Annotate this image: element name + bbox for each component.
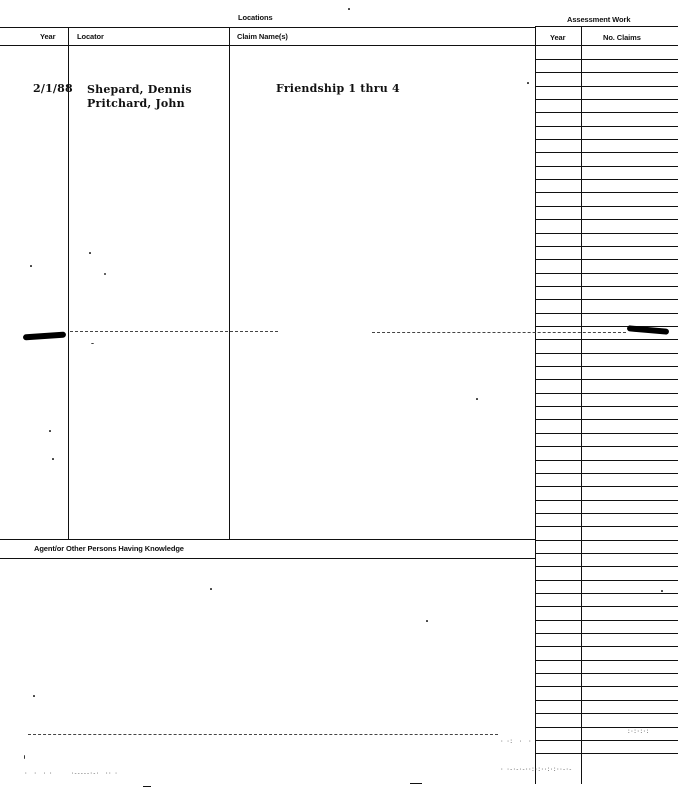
assessment-row-rule <box>535 646 678 647</box>
bottom-scan-noise-strip: · ·-·-·-··:·:··:·:··-·- <box>500 766 572 773</box>
assessment-row-rule <box>535 700 678 701</box>
agent-heading: Agent/or Other Persons Having Knowledge <box>34 544 184 553</box>
speck <box>210 588 212 590</box>
assessment-row-rule <box>535 179 678 180</box>
assessment-row-rule <box>535 566 678 567</box>
assessment-row-rule <box>535 379 678 380</box>
speck <box>661 590 663 592</box>
speck <box>33 695 35 697</box>
assessment-row-rule <box>535 286 678 287</box>
assessment-row-rule <box>535 620 678 621</box>
assessment-row-rule <box>535 126 678 127</box>
entry-year: 2/1/88 <box>33 82 73 95</box>
entry-claim-names: Friendship 1 thru 4 <box>276 82 400 95</box>
crease-line-left <box>70 331 278 332</box>
bottom-scan-noise-left: · · · · ·-----·-· ·· · <box>24 770 118 777</box>
assessment-row-rule <box>535 540 678 541</box>
assessment-row-rule <box>535 633 678 634</box>
speck <box>91 343 94 344</box>
assessment-row-rule <box>535 753 678 754</box>
assessment-row-rule <box>535 59 678 60</box>
claim-names-column-header: Claim Name(s) <box>237 32 288 41</box>
assessment-row-rule <box>535 446 678 447</box>
assessment-row-rule <box>535 740 678 741</box>
assessment-row-rule <box>535 273 678 274</box>
no-claims-column-header: No. Claims <box>603 33 641 42</box>
assessment-row-rule <box>535 580 678 581</box>
left-fold-mark <box>23 332 66 341</box>
assessment-row-rule <box>535 366 678 367</box>
speck <box>49 430 51 432</box>
assessment-row-rule <box>535 673 678 674</box>
speck <box>104 273 106 275</box>
assessment-row-rule <box>535 473 678 474</box>
entry-locator-1: Shepard, Dennis <box>87 83 192 96</box>
assessment-row-rule <box>535 299 678 300</box>
speck <box>30 265 32 267</box>
assessment-row-rule <box>535 259 678 260</box>
assessment-row-rule <box>535 72 678 73</box>
agent-section-top-rule <box>0 539 535 540</box>
assessment-row-rule <box>535 460 678 461</box>
assessment-row-rule <box>535 419 678 420</box>
assessment-row-rule <box>535 313 678 314</box>
speck <box>24 755 25 759</box>
agent-section-heading-rule <box>0 558 535 559</box>
assessment-row-rule <box>535 660 678 661</box>
assessment-row-rule <box>535 393 678 394</box>
crease-line-right <box>372 332 626 333</box>
bottom-dash-mark <box>143 786 151 787</box>
bottom-scan-noise-right: · ·: · · <box>500 738 532 745</box>
assessment-row-rule <box>535 686 678 687</box>
bottom-dash-mark <box>410 783 422 784</box>
bottom-crease-line <box>28 734 498 735</box>
assessment-row-rule <box>535 486 678 487</box>
assessment-row-rule <box>535 433 678 434</box>
speck <box>476 398 478 400</box>
locations-heading: Locations <box>238 13 273 22</box>
assessment-row-rule <box>535 99 678 100</box>
assessment-row-rule <box>535 233 678 234</box>
locator-claims-divider <box>229 27 230 539</box>
locator-column-header: Locator <box>77 32 104 41</box>
assessment-row-rule <box>535 206 678 207</box>
assessment-row-rule <box>535 593 678 594</box>
assessment-row-rule <box>535 192 678 193</box>
speck <box>52 458 54 460</box>
assessment-header-top-rule <box>535 26 678 27</box>
speck <box>426 620 428 622</box>
assessment-row-rule <box>535 727 678 728</box>
assessment-row-rule <box>535 713 678 714</box>
year-column-header: Year <box>40 32 56 41</box>
assessment-row-rule <box>535 166 678 167</box>
assessment-row-rule <box>535 500 678 501</box>
assessment-work-heading: Assessment Work <box>567 15 631 24</box>
assessment-row-rule <box>535 246 678 247</box>
assessment-row-rule <box>535 553 678 554</box>
speck <box>348 8 350 10</box>
assessment-row-rule <box>535 353 678 354</box>
speck <box>527 82 529 84</box>
assessment-header-bottom-rule <box>535 45 678 46</box>
year-locator-divider <box>68 27 69 539</box>
assessment-row-rule <box>535 112 678 113</box>
assessment-row-rule <box>535 139 678 140</box>
header-bottom-rule <box>0 45 535 46</box>
assessment-row-rule <box>535 406 678 407</box>
assessment-row-rule <box>535 339 678 340</box>
bottom-scan-noise-corner: :·:·:·: <box>627 728 649 735</box>
header-top-rule <box>0 27 535 28</box>
assessment-row-rule <box>535 219 678 220</box>
assessment-row-rule <box>535 513 678 514</box>
speck <box>89 252 91 254</box>
assessment-row-rule <box>535 526 678 527</box>
assessment-year-column-header: Year <box>550 33 566 42</box>
assessment-row-rule <box>535 606 678 607</box>
entry-locator-2: Pritchard, John <box>87 97 185 110</box>
assessment-row-rule <box>535 152 678 153</box>
assessment-row-rule <box>535 86 678 87</box>
